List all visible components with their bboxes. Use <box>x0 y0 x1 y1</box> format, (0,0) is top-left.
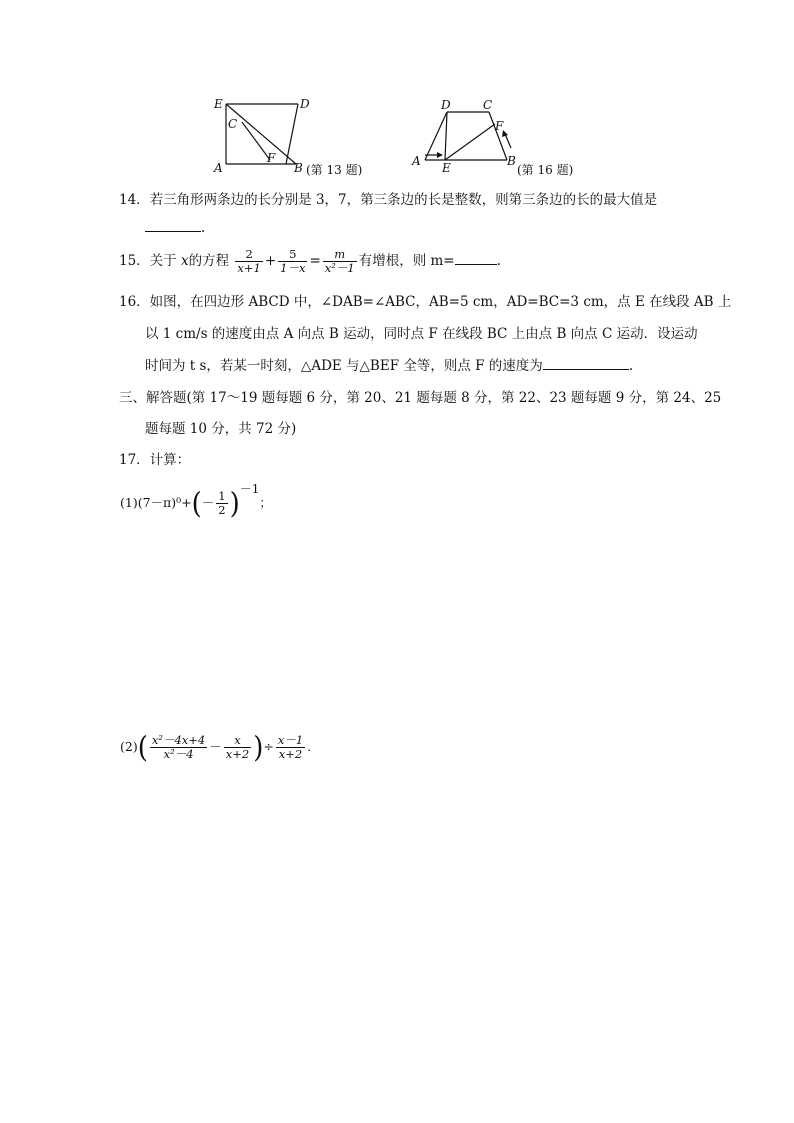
question-15-mid: 的方程 <box>188 253 230 269</box>
question-16-text-1: 16．如图，在四边形 ABCD 中，∠DAB=∠ABC，AB=5 cm，AD=BC=3 cm，点 E 在线段 AB 上 <box>119 294 732 310</box>
question-16-line-1 <box>119 290 731 310</box>
numerator: x－1 <box>277 733 304 747</box>
numerator: 1 <box>218 489 226 503</box>
numerator: 2 <box>235 248 262 262</box>
question-17-title <box>119 448 190 468</box>
question-17-part-1 <box>120 480 272 520</box>
section-3-text-2: 题每题 10 分，共 72 分) <box>145 421 297 437</box>
denominator: x+2 <box>278 747 303 761</box>
question-15-suffix: 有增根，则 m= <box>358 253 455 269</box>
question-16-text-3: 时间为 t s，若某一时刻，△ADE 与△BEF 全等，则点 F 的速度为 <box>145 358 543 374</box>
left-paren: ( <box>191 487 202 520</box>
part-2-prefix: (2) <box>120 739 138 754</box>
label-e: E <box>442 161 451 175</box>
section-3-text-1: 三、解答题(第 17～19 题每题 6 分，第 20、21 题每题 8 分，第 22、23 题每题 9 分，第 24、25 <box>119 390 722 406</box>
arrow-b-f <box>505 134 511 148</box>
equals-sign: = <box>309 253 321 269</box>
part-1-prefix: (1)(7－π)⁰+ <box>120 495 192 510</box>
answer-blank-14[interactable] <box>145 219 201 232</box>
caption-13: (第 13 题) <box>306 163 363 177</box>
answer-blank-15[interactable] <box>455 252 497 265</box>
fraction-m-over-x2-minus-1 <box>323 248 357 275</box>
question-14-end: . <box>201 220 206 236</box>
label-b: B <box>507 154 516 168</box>
denominator: 1－x <box>280 261 306 275</box>
question-14-text: 14．若三角形两条边的长分别是 3，7，第三条边的长是整数，则第三条边的长的最大值是 <box>119 192 658 208</box>
label-a: A <box>412 154 421 168</box>
left-paren: ( <box>137 731 148 764</box>
part-1-end: ； <box>259 495 272 510</box>
label-c: C <box>228 117 238 131</box>
question-15 <box>119 248 501 275</box>
numerator: x²－4x+4 <box>151 733 206 747</box>
numerator: x <box>224 734 251 748</box>
segment-da <box>425 112 447 160</box>
question-16-text-2: 以 1 cm/s 的速度由点 A 向点 B 运动，同时点 F 在线段 BC 上由点 B 向点 C 运动．设运动 <box>145 326 698 342</box>
label-c: C <box>483 98 493 112</box>
segment-ef <box>445 124 495 160</box>
right-paren: ) <box>229 487 240 520</box>
question-15-prefix: 15．关于 <box>119 253 181 269</box>
exponent-neg-1: －1 <box>239 482 260 496</box>
segment-db <box>286 104 298 164</box>
fraction-5-over-1-minus-x <box>278 248 307 275</box>
figure-13 <box>200 92 390 178</box>
segment-de <box>445 112 447 160</box>
fraction-one-half <box>216 490 227 517</box>
label-d: D <box>300 97 310 111</box>
question-16-line-3 <box>145 354 633 374</box>
fraction-2-over-x-plus-1 <box>235 248 262 275</box>
label-b: B <box>294 161 303 175</box>
label-f: F <box>495 119 504 133</box>
fraction-x-over-x-plus-2 <box>224 734 251 761</box>
answer-blank-16[interactable] <box>543 357 629 370</box>
question-16-line-2 <box>145 322 698 342</box>
label-d: D <box>441 98 451 112</box>
question-15-var: x <box>180 253 189 269</box>
denominator: x+2 <box>225 747 250 761</box>
segment-cf <box>242 122 270 160</box>
question-14-line-1 <box>119 188 657 208</box>
fraction-x-minus-1-over-x-plus-2 <box>276 734 305 761</box>
denominator: x+1 <box>237 261 261 275</box>
label-e: E <box>214 97 223 111</box>
denominator: x²－1 <box>324 261 355 275</box>
numerator: m <box>323 248 357 262</box>
section-3-heading-line-1 <box>119 386 721 406</box>
denominator: x²－4 <box>163 747 194 761</box>
fraction-x2-4x-4-over-x2-4 <box>150 734 207 761</box>
numerator: 5 <box>278 248 307 262</box>
part-2-end: . <box>307 739 312 754</box>
figure-16 <box>405 92 595 178</box>
caption-16: (第 16 题) <box>517 163 574 177</box>
arrowhead-a-e <box>437 152 443 158</box>
part-2-minus: － <box>209 739 222 754</box>
part-1-minus: － <box>201 495 215 510</box>
question-17-part-2 <box>120 731 312 764</box>
right-paren: ) <box>253 731 264 764</box>
label-a: A <box>214 161 223 175</box>
division-sign: ÷ <box>263 739 274 754</box>
question-15-end: . <box>496 253 501 269</box>
question-14-line-2 <box>145 219 205 236</box>
section-3-heading-line-2 <box>145 417 296 437</box>
label-f: F <box>267 151 276 165</box>
denominator: 2 <box>218 503 226 517</box>
question-16-end: . <box>628 358 634 374</box>
segment-eb <box>226 104 296 164</box>
question-17-title-text: 17．计算： <box>119 452 191 468</box>
plus-sign: + <box>264 253 277 269</box>
